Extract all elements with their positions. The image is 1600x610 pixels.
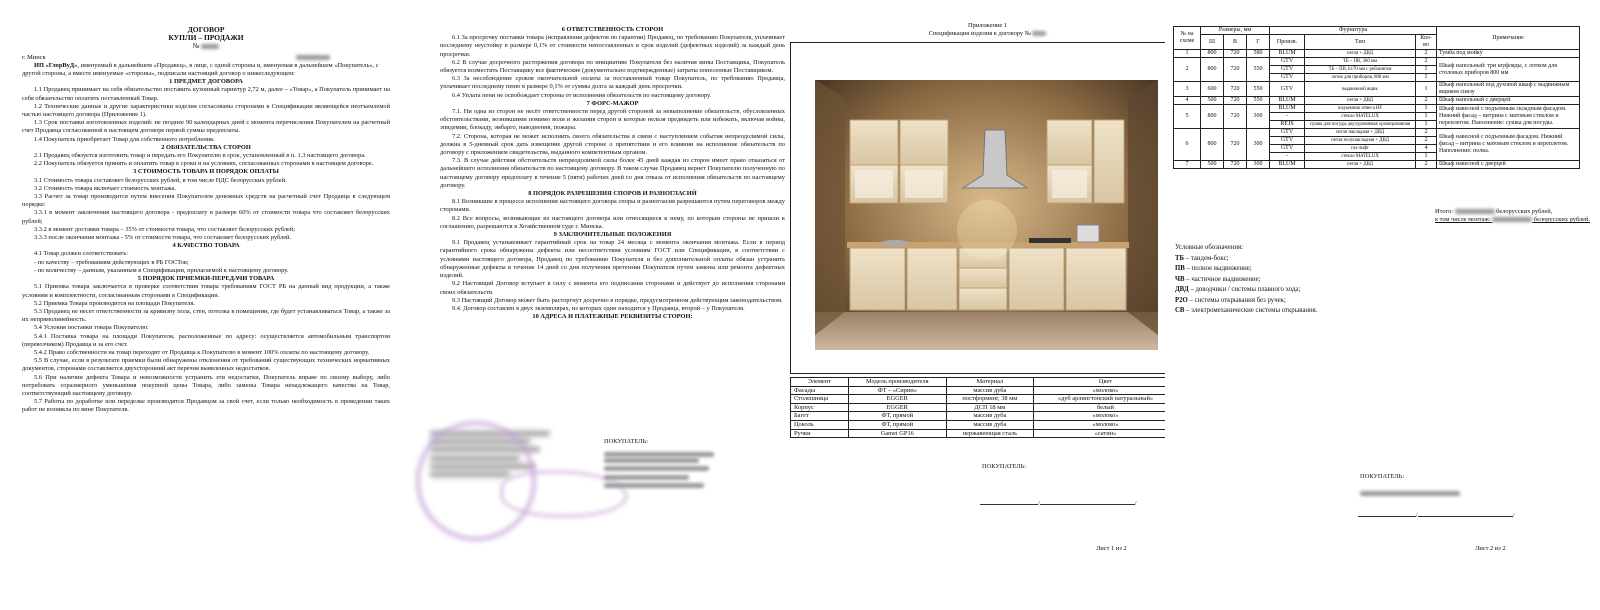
contract-subtitle: КУПЛИ – ПРОДАЖИ (168, 33, 244, 43)
clause-text: 5.7 Работы по доработке или переделке производятся Продавцом за свой счет, если только необходимость в проведении таких работ не возникла по вине Покупателя. (22, 398, 390, 414)
legend-key: P2O (1175, 296, 1188, 304)
clause-text: 1.3 Срок поставки изготовленных изделий: не позднее 90 календарных дней с момента перечисления Покупателем на расчетный счет Продавца согласованной в настоящем договоре первой суммы предоплаты. (22, 119, 390, 135)
buyer-label-p4: ПОКУПАТЕЛЬ: (1360, 473, 1405, 480)
materials-cell: массив дуба (946, 412, 1033, 421)
materials-cell: «молоко» (1033, 386, 1177, 395)
legend-item (1175, 306, 1435, 317)
materials-cell: «дуб арлингтонский натуральный» (1033, 395, 1177, 404)
clause-text: 7.2. Сторона, которая не может исполнить своего обязательства в связи с наступлением события непреодолимой силы, должна в 5-дневный срок дать извещение другой стороне о препятствии и его влиянии на исполнение обязательств по договору с приложением свидетельства, выданного компетентным органом. (440, 132, 785, 157)
spec-cell-qty: 2 (1416, 161, 1437, 169)
spec-cell-note: Шкаф напольный: три шуфляды, с лотком для столовых приборов 800 мм (1437, 58, 1580, 82)
spec-cell-qty: 1 (1416, 74, 1437, 82)
clause-text: 5.2 Приемка Товара производится на площади Покупателя. (34, 299, 195, 307)
spec-cell-qty: 2 (1416, 129, 1437, 137)
spec-cell-d: 300 (1247, 105, 1270, 129)
materials-cell: постформинг, 38 мм (946, 395, 1033, 404)
clause-text: 6.4 Уплата пени не освобождает стороны от исполнения обязательств по настоящему договору. (452, 91, 712, 99)
materials-cell: «молоко» (1033, 412, 1177, 421)
sheet-number-1: Лист 1 из 2 (1096, 545, 1127, 552)
spec-cell-type: подъемник отвеса HF (1305, 105, 1416, 113)
spec-cell-type: выдвижной ящик (1305, 82, 1416, 97)
materials-row (791, 403, 1178, 412)
legend-item (1175, 264, 1435, 275)
spec-cell-d: 580 (1247, 50, 1270, 58)
spec-row (1174, 82, 1580, 97)
spec-cell-d: 550 (1247, 82, 1270, 97)
spec-col-sizes: Размеры, мм (1201, 27, 1270, 35)
spec-row (1174, 50, 1580, 58)
number-prefix: № (192, 42, 200, 51)
spec-cell-maker: - (1270, 113, 1305, 121)
clause-text: 4.1 Товар должен соответствовать: (34, 250, 129, 258)
clause-text: 8.1 Возникшие в процессе исполнения настоящего договора споры и разногласия разрешаются путем переговоров между сторонами. (440, 198, 785, 214)
clause-text: - по качеству – требованиям действующих в РБ ГОСТов; (34, 258, 189, 266)
clause-text: 5.4.1 Поставка товара на площади Покупателя, расположенные по адресу: осуществляется автомобильным транспортом (перевозчиком) Продавца и за его счет. (22, 332, 390, 348)
spec-cell-type: сушка для посуды двухуровневая хромированная (1305, 121, 1416, 129)
contract-title: ДОГОВОР (187, 25, 225, 34)
total-label: Итого: (1435, 208, 1453, 215)
materials-cell: Багет (791, 412, 849, 421)
legend-item (1175, 275, 1435, 286)
clause-text: 9.3 Настоящий Договор может быть расторгнут досрочно в порядке, предусмотренном действующим законодательством. (452, 296, 783, 304)
spec-cell-qty: 1 (1416, 153, 1437, 161)
spec-cell-maker: - (1270, 153, 1305, 161)
buyer-label-p2: ПОКУПАТЕЛЬ: (604, 438, 649, 445)
spec-cell-maker: GTV (1270, 66, 1305, 74)
kitchen-illustration (815, 80, 1158, 350)
spec-cell-d: 550 (1247, 97, 1270, 105)
spec-cell-type: стекло MATELUX (1305, 113, 1416, 121)
spec-cell-type: петля + ДВД (1305, 97, 1416, 105)
spec-cell-h: 720 (1224, 58, 1247, 82)
spec-cell-type: петля + ДВД (1305, 50, 1416, 58)
section-heading: 6 ОТВЕТСТВЕННОСТЬ СТОРОН (561, 26, 664, 33)
spec-cell-qty: 4 (1416, 145, 1437, 153)
materials-cell: ФТ, прямой (848, 420, 946, 429)
spec-col-qty: Кол-во (1416, 35, 1437, 50)
spec-col-d: Г (1247, 35, 1270, 50)
materials-cell: белый (1033, 403, 1177, 412)
clause-text: 3.1 Стоимость товара составляет белорусских рублей, в том числе НДС белорусских рублей. (34, 176, 287, 184)
spec-cell-qty: 2 (1416, 97, 1437, 105)
spec-cell-qty: 1 (1416, 105, 1437, 113)
total-tail: белорусских рублей, (1496, 208, 1553, 215)
spec-page-2 (1165, 0, 1600, 610)
spec-cell-maker: GTV (1270, 58, 1305, 66)
spec-cell-h: 720 (1224, 129, 1247, 161)
materials-cell: Gamet GP16 (848, 429, 946, 438)
install-tail: белорусских рублей. (1533, 216, 1590, 224)
clause-text: 3.3.2 в момент доставки товара – 35% от стоимости товара, что составляет белорусских рублей; (34, 225, 296, 233)
spec-col-maker: Произв. (1270, 35, 1305, 50)
materials-cell: Цоколь (791, 420, 849, 429)
clause-text: 7.1. Ни одна из сторон не несёт ответственности перед другой стороной за невыполнение обязательств, обусловленных обстоятельствами, возникшими помимо воли и желания сторон и которые нельзя предвидеть или избежать, включая войны, эпидемии, блокаду, эмбарго, наводнения, пожары. (440, 108, 785, 132)
materials-cell: EGGER (848, 395, 946, 404)
legend-item (1175, 254, 1435, 265)
materials-col-material: Материал (946, 378, 1033, 387)
spec-cell-n: 2 (1174, 58, 1201, 82)
spec-cell-qty: 1 (1416, 121, 1437, 129)
spec-cell-n: 4 (1174, 97, 1201, 105)
clause-text: 3.3 Расчет за товар производится путем внесения Покупателем денежных средств на расчетный счет Продавца в следующем порядке: (22, 193, 390, 209)
spec-cell-w: 800 (1201, 129, 1224, 161)
spec-cell-note: Шкаф навесной с подъемным фасадом. Нижний фасад – витрина с матовым стеклом и переплетом. Наполнение: полка. (1437, 129, 1580, 161)
spec-cell-h: 720 (1224, 105, 1247, 129)
materials-cell: Корпус (791, 403, 849, 412)
spec-cell-type: ТБ – ПВ, h170 мм с рейлингом (1305, 66, 1416, 74)
spec-cell-maker: BLUM (1270, 161, 1305, 169)
legend-value: – тандем-бокс; (1184, 254, 1229, 262)
legend-item (1175, 296, 1435, 307)
spec-row (1174, 161, 1580, 169)
spec-cell-qty: 2 (1416, 50, 1437, 58)
clause-text: 8.2 Все вопросы, возникающие из настоящего договора или относящиеся к нему, по которым стороны не пришли к соглашению, разрешаются в Хозяйственном суде г. Минска. (440, 214, 785, 230)
furniture-spec-table (1173, 26, 1580, 169)
spec-cell-type: петля + ДВД (1305, 161, 1416, 169)
legend-value: – частичное выдвижение; (1184, 275, 1261, 283)
spec-cell-maker: BLUM (1270, 97, 1305, 105)
legend-value: – системы открывания без ручек; (1187, 296, 1286, 304)
clause-text: 3.3.3 после окончания монтажа - 5% от стоимости товара, что составляет белорусских рублей. (34, 234, 292, 242)
legend-key: ТБ (1175, 254, 1185, 262)
spec-col-note: Примечание (1437, 27, 1580, 50)
materials-cell: «молоко» (1033, 420, 1177, 429)
contract-page-2 (400, 0, 790, 610)
seller-name: ИП «ГлорВуД» (34, 61, 78, 69)
spec-row (1174, 129, 1580, 137)
spec-cell-n: 6 (1174, 129, 1201, 161)
spec-row (1174, 58, 1580, 66)
clause-text: 5.1 Приемка товара заключается в проверке соответствия товара требованиям ГОСТ РБ на данный вид продукции, а также условиям и комплектности, согласованным сторонами в Спецификации. (22, 283, 390, 299)
spec-cell-w: 500 (1201, 161, 1224, 169)
clause-text: 3.2 Стоимость товара включает стоимость монтажа. (34, 184, 176, 192)
materials-table (790, 377, 1178, 438)
spec-cell-n: 7 (1174, 161, 1201, 169)
spec-col-type: Тип (1305, 35, 1416, 50)
clause-text: 7.3. В случае действия обстоятельств непреодолимой силы более 45 дней каждая из сторон имеет право отказаться от дальнейшего исполнения обязательств по настоящему договору. В таком случае Продавец вернет Покупателю полученную по настоящему договору предоплату в течение 5 (пяти) рабочих дней со дня отказа от исполнения обязательств по настоящему договору. (440, 157, 785, 189)
legend-key: ЧВ (1175, 275, 1185, 283)
legend-value: – доводчики / системы плавного хода; (1188, 286, 1301, 293)
section-heading: 3 СТОИМОСТЬ ТОВАРА И ПОРЯДОК ОПЛАТЫ (133, 168, 279, 176)
materials-header-row (791, 378, 1178, 387)
spec-cell-w: 800 (1201, 50, 1224, 58)
contract-page-1 (0, 0, 395, 610)
materials-cell: нержавеющая сталь (946, 429, 1033, 438)
spec-cell-maker: BLUM (1270, 105, 1305, 113)
buyer-label-p3: ПОКУПАТЕЛЬ: (982, 463, 1027, 470)
spec-cell-type: газ-лифт (1305, 145, 1416, 153)
clause-text: 2.1 Продавец обязуется изготовить товар и передать его Покупателю в срок, установленный в п. 1.3 настоящего договора. (34, 152, 366, 160)
spec-cell-h: 720 (1224, 50, 1247, 58)
spec-cell-note: Шкаф навесной с подъемным складным фасадом. Нижний фасад – витрина с матовым стеклом и переплетом. Наполнение: сушка для посуды. (1437, 105, 1580, 129)
spec-col-furniture: Фурнитура (1270, 27, 1437, 35)
spec-cell-type: лоток для приборов, 800 мм (1305, 74, 1416, 82)
spec-page-1 (790, 0, 1185, 610)
spec-cell-maker: GTV (1270, 145, 1305, 153)
spec-cell-type: стекло MATELUX (1305, 153, 1416, 161)
spec-cell-qty: 1 (1416, 82, 1437, 97)
intro-text: , именуемый в дальнейшем «Продавец», в лице, с одной стороны и, именуемая в дальнейшем «Покупатель», с другой стороны, а вместе именуемые «стороны», подписали настоящий договор о нижеследующем: (22, 61, 379, 78)
spec-cell-h: 720 (1224, 161, 1247, 169)
clause-text: 9.4. Договор составлен в двух экземплярах, из которых один находится у Продавца, второй – у Покупателя. (452, 304, 745, 312)
spec-cell-maker: REJS (1270, 121, 1305, 129)
spec-cell-note: Шкаф напольный с дверцей (1437, 97, 1580, 105)
clause-text: - по количеству – данным, указанным в Спецификации, прилагаемой к настоящему договору. (34, 266, 289, 274)
spec-cell-maker: GTV (1270, 82, 1305, 97)
city: г. Минск (22, 53, 46, 61)
page1-body (22, 26, 390, 415)
spec-cell-d: 550 (1247, 58, 1270, 82)
materials-cell: массив дуба (946, 386, 1033, 395)
legend-key: ПВ (1175, 265, 1185, 272)
page1-sections (22, 78, 390, 414)
materials-cell: EGGER (848, 403, 946, 412)
kitchen-render-image (815, 80, 1158, 350)
spec-cell-n: 3 (1174, 82, 1201, 97)
section-heading: 7 ФОРС-МАЖОР (586, 99, 639, 107)
section-heading: 8 ПОРЯДОК РАЗРЕШЕНИЯ СПОРОВ И РАЗНОГЛАСИЙ (528, 190, 697, 198)
section-heading: 10 АДРЕСА И ПЛАТЕЖНЫЕ РЕКВИЗИТЫ СТОРОН: (532, 313, 693, 321)
legend-value: – полное выдвижение; (1184, 265, 1252, 272)
spec-cell-note: Шкаф напольный под духовой шкаф с выдвижным ящиком снизу (1437, 82, 1580, 97)
materials-cell: Фасады (791, 386, 849, 395)
spec-cell-w: 600 (1201, 82, 1224, 97)
clause-text: 5.4.2 Право собственности на товар переходит от Продавца к Покупателю в момент 100% оплаты по настоящему договору. (34, 348, 370, 356)
signature-line-p3: / / (980, 500, 1137, 508)
materials-row (791, 395, 1178, 404)
legend-title: Условные обозначения: (1175, 244, 1243, 251)
signature-line-p4: / / (1358, 512, 1515, 520)
spec-cell-type: ТБ – ПВ, 300 мм (1305, 58, 1416, 66)
spec-cell-d: 300 (1247, 161, 1270, 169)
spec-row (1174, 97, 1580, 105)
clause-text: 1.1 Продавец принимает на себя обязательство поставить кухонный гарнитур 2,72 м, далее – «Товар», а Покупатель принимает на себя обязательство оплатить поставленный Товар. (22, 86, 390, 102)
materials-cell: Столешница (791, 395, 849, 404)
spec-col-num: № на схеме (1174, 27, 1201, 50)
spec-cell-w: 500 (1201, 97, 1224, 105)
clause-text: 1.2 Технические данные и другие характеристики изделия согласованы сторонами в Спецификации являющейся неотъемлемой частью настоящего договора (Приложение 1). (22, 102, 390, 119)
spec-cell-h: 720 (1224, 97, 1247, 105)
spec-cell-h: 720 (1224, 82, 1247, 97)
section-heading: 4 КАЧЕСТВО ТОВАРА (172, 242, 240, 250)
spec-cell-d: 300 (1247, 129, 1270, 161)
materials-col-element: Элемент (791, 378, 849, 387)
spec-cell-maker: GTV (1270, 137, 1305, 145)
materials-cell: ДСП 18 мм (946, 403, 1033, 412)
spec-cell-maker: GTV (1270, 129, 1305, 137)
spec-cell-qty: 2 (1416, 137, 1437, 145)
clause-text: 9.1 Продавец устанавливает гарантийный срок на товар 24 месяца с момента окончания монтажа. Если в период гарантийного срока обнаружены дефекты или несоответствия условиям ГОСТ или Спецификации, в соответствии с условиями настоящего договора, Продавец по требованию Покупателя и без дополнительной оплаты обязан устранить обнаруженные дефекты в течение 14 дней со дня получения претензии Покупателя путем замены или ремонта дефектных изделий. (440, 239, 785, 280)
materials-col-color: Цвет (1033, 378, 1177, 387)
clause-text: 3.3.1 в момент заключения настоящего договора - предоплату в размере 60% от стоимости товара что составляет белорусских рублей; (22, 209, 390, 225)
clause-text: 1.4 Покупатель приобретает Товар для собственного потребления. (34, 135, 215, 143)
clause-text: 6.3 За несоблюдение сроков окончательной оплаты за поставленный товар Покупатель, по требованию Продавца, уплачивает последнему пеню в размере 0,1% от суммы долга за каждый день просрочки. (440, 75, 785, 91)
materials-row (791, 412, 1178, 421)
spec-title: Спецификация изделия к договору № (928, 30, 1031, 38)
spec-cell-w: 800 (1201, 58, 1224, 82)
sheet-number-2: Лист 2 из 2 (1475, 545, 1506, 552)
clause-text: 9.2 Настоящий Договор вступает в силу с момента его подписания сторонами и действует до исполнения сторонами своих обязательств. (440, 280, 785, 296)
materials-col-model: Модель производителя (848, 378, 946, 387)
clause-text: 5.3 Продавец не несет ответственности за кривизну пола, стен, потолка в помещении, где будет устанавливаться Товар, а также за их непрямолинейность. (22, 307, 390, 324)
spec-cell-note: Шкаф навесной с дверцей (1437, 161, 1580, 169)
totals (1435, 208, 1600, 224)
spec-col-w: Ш (1201, 35, 1224, 50)
section-heading: 1 ПРЕДМЕТ ДОГОВОРА (169, 78, 243, 86)
spec-cell-qty: 1 (1416, 113, 1437, 121)
section-heading: 2 ОБЯЗАТЕЛЬСТВА СТОРОН (161, 143, 251, 151)
legend-key: СВ (1175, 307, 1185, 314)
spec-cell-note: Тумба под мойку (1437, 50, 1580, 58)
clause-text: 6.2 В случае досрочного расторжения договора по инициативе Покупателя без наличия вины Поставщика, Покупатель обязуется возместить Поставщику все фактические (документально подтвержденные) затраты понесенные Поставщиком. (440, 58, 785, 75)
spec-cell-qty: 2 (1416, 58, 1437, 66)
spec-cell-n: 1 (1174, 50, 1201, 58)
install-label: в том числе монтаж: (1435, 216, 1491, 224)
materials-row (791, 429, 1178, 438)
legend (1175, 243, 1435, 317)
materials-cell: ФТ, прямой (848, 412, 946, 421)
appendix-label: Приложение 1 (967, 22, 1008, 29)
materials-cell: ФТ – «Сирин» (848, 386, 946, 395)
materials-row (791, 420, 1178, 429)
materials-cell: массив дуба (946, 420, 1033, 429)
spec-col-h: В (1224, 35, 1247, 50)
legend-value: – электромеханические системы открывания. (1184, 307, 1318, 314)
clause-text: 2.2 Покупатель обязуется принять и оплатить товар в сроки и на условиях, согласованных сторонами в настоящем договоре. (34, 160, 374, 168)
spec-cell-maker: GTV (1270, 74, 1305, 82)
spec-row (1174, 105, 1580, 113)
page2-sections (440, 26, 785, 321)
clause-text: 6.1 За просрочку поставки товара (исправления дефектов по гарантии) Продавец, по требованию Покупателя, уплачивает последнему неустойку в размере 0,1% от стоимости непоставленных в срок изделий (дефектных изделий) за каждый день просрочки. (440, 34, 785, 58)
clause-text: 5.6 При наличии дефекта Товара и невозможности устранить эти недостатки, Покупатель вправе по своему выбору, либо потребовать соразмерного уменьшения покупной цены Товара, либо замены Товара ненадлежащего качества на Товар, соответствующий настоящему договору. (22, 373, 390, 397)
section-heading: 9 ЗАКЛЮЧИТЕЛЬНЫЕ ПОЛОЖЕНИЯ (553, 231, 672, 239)
materials-row (791, 386, 1178, 395)
spec-cell-type: петля полунакладная + ДВД (1305, 137, 1416, 145)
page2-body (440, 26, 785, 321)
spec-cell-maker: BLUM (1270, 50, 1305, 58)
materials-cell: «сатин» (1033, 429, 1177, 438)
spec-cell-qty: 1 (1416, 66, 1437, 74)
clause-text: 5.5 В случае, если в результате приемки были обнаружены отклонения от требований существующих технических нормативных документов, сторонами составляется двухсторонний акт перечня выявленных недостатков. (22, 357, 390, 373)
spec-cell-n: 5 (1174, 105, 1201, 129)
legend-key: ДВД (1175, 286, 1189, 293)
spec-cell-type: петля накладная + ДВД (1305, 129, 1416, 137)
section-heading: 5 ПОРЯДОК ПРИЕМКИ-ПЕРЕДАЧИ ТОВАРА (137, 275, 275, 283)
spec-cell-w: 800 (1201, 105, 1224, 129)
legend-item (1175, 285, 1435, 296)
clause-text: 5.4 Условия поставки товара Покупателю: (34, 324, 149, 332)
materials-cell: Ручки (791, 429, 849, 438)
